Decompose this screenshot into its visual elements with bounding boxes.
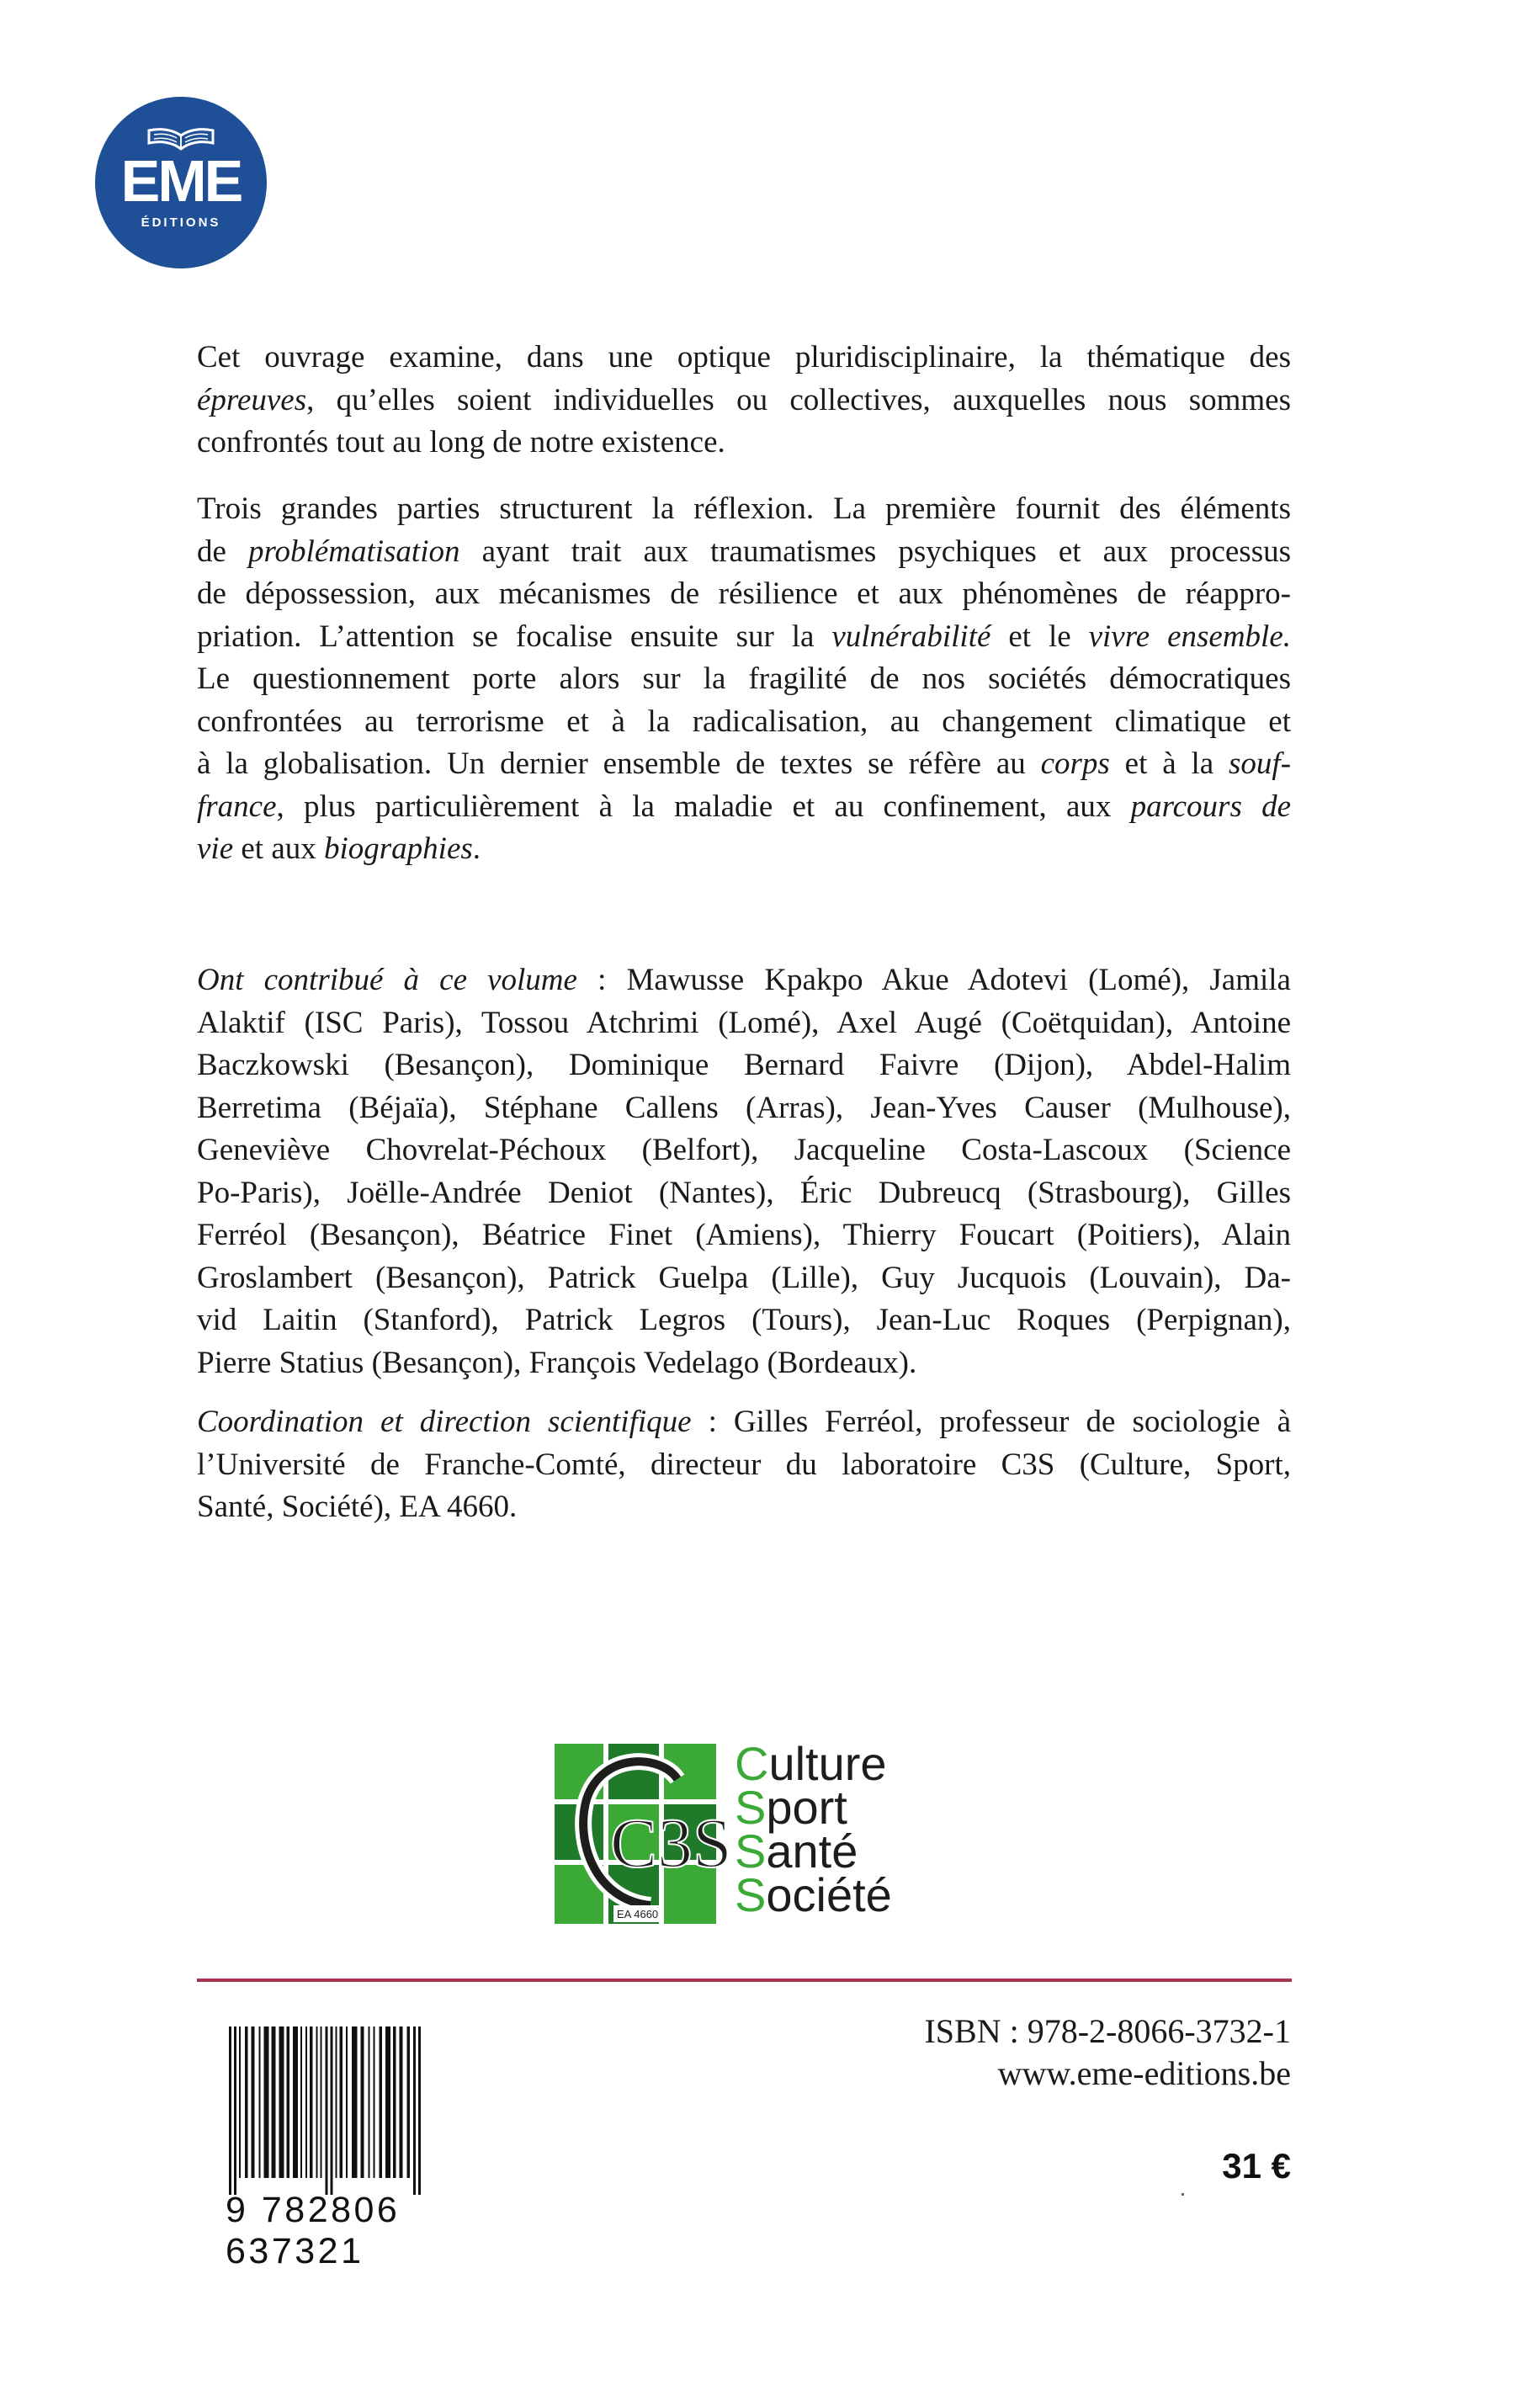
p3-line-10: Pierre Statius (Besançon), François Vedelago (Bordeaux). [197,1345,917,1380]
p4-line-2: l’Université de Franche-Comté, directeur du laboratoire C3S (Culture, Sport, [197,1447,1291,1482]
barcode-bar [272,2026,276,2178]
barcode-bar [413,2026,416,2195]
barcode-digits: 9 782806 637321 [226,2190,401,2271]
barcode-bar [369,2026,370,2178]
barcode-bar [336,2026,337,2178]
p2-line-4: priation. L’attention se focalise ensuite sur la vulnérabilité et le vivre ensemble. [197,619,1292,654]
p3-line-3: Baczkowski (Besançon), Dominique Bernard Faivre (Dijon), Abdel-Halim [197,1048,1291,1082]
barcode-bar [287,2026,290,2178]
coordination-text [197,1401,1291,1529]
print-mark [1182,2193,1184,2196]
barcode-bar [418,2026,421,2195]
barcode-bar [331,2026,333,2195]
c3s-grid-emblem [551,1740,732,1927]
p3-line-9: vid Laitin (Stanford), Patrick Legros (Tours), Jean-Luc Roques (Perpignan), [197,1303,1291,1337]
c3s-word-2: Sport [735,1781,847,1834]
website-link[interactable]: www.eme-editions.be [997,2054,1291,2092]
barcode-bar [380,2026,383,2178]
barcode-bar [239,2026,241,2178]
p2-line-6: confrontées au terrorisme et à la radicalisation, au changement climatique et [197,704,1291,739]
p2-line-1: Trois grandes parties structurent la réflexion. La première fournit des éléments [197,491,1291,526]
description-paragraph-1 [197,337,1291,465]
p2-line-8: france, plus particulièrement à la maladie et au confinement, aux parcours de [197,789,1291,824]
p2-line-5: Le questionnement porte alors sur la fragilité de nos sociétés démocratiques [197,661,1291,696]
barcode-bar [245,2026,248,2178]
p3-line-6: Po-Paris), Joëlle-Andrée Deniot (Nantes), Éric Dubreucq (Strasbourg), Gilles [197,1175,1291,1210]
p3-line-7: Ferréol (Besançon), Béatrice Finet (Amiens), Thierry Foucart (Poitiers), Alain [197,1218,1291,1252]
barcode-bar [310,2026,313,2178]
barcode-bar [234,2026,236,2195]
p3-line-1: Ont contribué à ce volume : Mawusse Kpakpo Akue Adotevi (Lomé), Jamila [197,963,1291,997]
barcode-bar [229,2026,231,2195]
p3-line-8: Groslambert (Besançon), Patrick Guelpa (Lille), Guy Jucquois (Louvain), Da- [197,1260,1291,1295]
isbn: ISBN : 978-2-8066-3732-1 [924,2012,1291,2050]
barcode-bar [346,2026,348,2178]
contributors-text [197,959,1291,1384]
p4-line-3: Santé, Société), EA 4660. [197,1490,518,1524]
p2-line-2: de problématisation ayant trait aux traumatismes psychiques et aux processus [197,534,1291,569]
p3-line-4: Berretima (Béjaïa), Stéphane Callens (Arras), Jean-Yves Causer (Mulhouse), [197,1090,1291,1125]
c3s-word-3: Santé [735,1825,858,1878]
p1-line-1: Cet ouvrage examine, dans une optique pluridisciplinaire, la thématique des [197,340,1291,374]
publisher-logo [95,97,267,268]
barcode-bar [361,2026,364,2178]
coordination-paragraph [197,1401,1291,1529]
barcode-bar [305,2026,307,2178]
c3s-word-4: Société [735,1868,892,1921]
barcode-bar [316,2026,318,2178]
barcode-bar [407,2026,411,2178]
p1-line-3: confrontés tout au long de notre existence. [197,425,725,459]
c3s-word-1: Culture [735,1737,887,1790]
barcode-bar [279,2026,284,2178]
barcode-bar [385,2026,390,2178]
barcode-bar [374,2026,375,2178]
publisher-logo-subtitle: ÉDITIONS [141,215,221,230]
contributors-paragraph [197,959,1291,1384]
barcode-bar [393,2026,396,2178]
price: 31 € [1222,2146,1291,2186]
barcode-bar [300,2026,302,2178]
description-paragraph-1-text [197,337,1291,465]
p3-line-5: Geneviève Chovrelat-Péchoux (Belfort), Jacqueline Costa-Lascoux (Science [197,1133,1291,1167]
barcode-bar [259,2026,261,2178]
description-paragraph-2 [197,488,1291,871]
barcode-bar [252,2026,255,2178]
publisher-logo-text: EME [120,148,242,214]
p2-line-3: de dépossession, aux mécanismes de résilience et aux phénomènes de réappro- [197,576,1291,611]
barcode-bar [321,2026,322,2178]
barcode-bar [352,2026,358,2178]
p2-line-9: vie et aux biographies. [197,831,481,866]
barcode-bar [400,2026,403,2178]
barcode-bar [264,2026,269,2178]
p3-line-2: Alaktif (ISC Paris), Tossou Atchrimi (Lomé), Axel Augé (Coëtquidan), Antoine [197,1005,1291,1040]
c3s-logo [551,1737,921,1934]
barcode-bar [293,2026,298,2178]
p2-line-7: à la globalisation. Un dernier ensemble de textes se réfère au corps et à la souf- [197,746,1292,781]
barcode-bar [326,2026,328,2195]
p1-line-2: épreuves, qu’elles soient individuelles ou collectives, auxquelles nous sommes [197,382,1291,417]
c3s-words [735,1737,892,1921]
description-paragraph-2-text [197,488,1291,871]
c3s-mark-text: C3S [610,1804,732,1883]
c3s-badge: EA 4660 [617,1908,659,1920]
p4-line-1: Coordination et direction scientifique : Gilles Ferréol, professeur de sociologie à [197,1405,1291,1439]
divider-line [197,1979,1292,1982]
barcode [226,2026,550,2195]
barcode-bar [340,2026,343,2178]
